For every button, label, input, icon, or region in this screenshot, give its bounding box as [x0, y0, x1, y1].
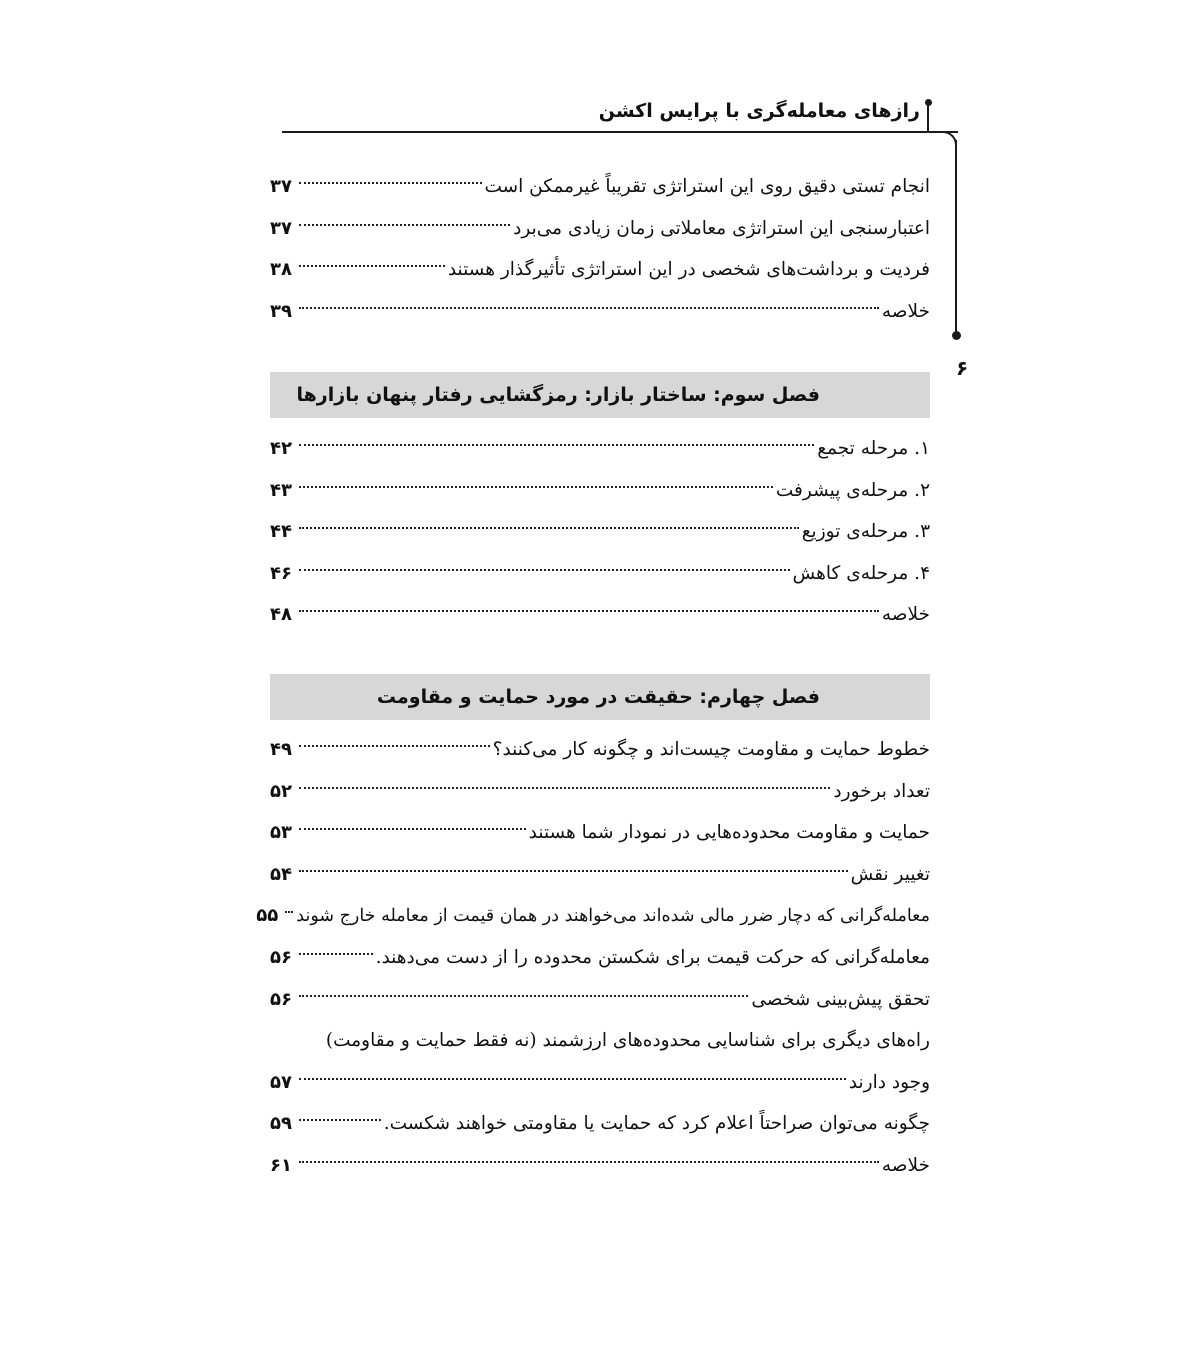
toc-entry-title: خلاصه [881, 300, 930, 322]
toc-chapter-4 [256, 729, 930, 1187]
toc-entry-title: فردیت و برداشت‌های شخصی در این استراتژی تأثیرگذار هستند [447, 259, 930, 281]
toc-entry-title: ۲. مرحله‌ی پیشرفت [775, 479, 930, 501]
toc-entry[interactable] [270, 1145, 930, 1187]
dot-leader [299, 1161, 879, 1163]
dot-leader [299, 182, 482, 184]
dot-leader [299, 307, 879, 309]
toc-entry-title: وجود دارند [848, 1071, 930, 1093]
dot-leader [299, 569, 790, 571]
toc-entry-page: ۳۹ [270, 300, 292, 322]
toc-entry-title: معامله‌گرانی که حرکت قیمت برای شکستن محدوده را از دست می‌دهند. [375, 946, 930, 968]
toc-entry-page: ۳۷ [270, 176, 292, 197]
dot-leader [299, 953, 373, 955]
dot-leader [299, 1119, 381, 1121]
dot-leader [299, 787, 830, 789]
toc-entry-title: انجام تستی دقیق روی این استراتژی تقریباً غیرممکن است [484, 176, 930, 197]
toc-entry-title: خلاصه [881, 604, 930, 626]
toc-entry-title: ۱. مرحله تجمع [817, 438, 930, 459]
toc-entry-title: راه‌های دیگری برای شناسایی محدوده‌های ارزشمند (نه فقط حمایت و مقاومت) [325, 1030, 930, 1052]
toc-section-top [270, 166, 930, 332]
toc-entry[interactable] [270, 511, 930, 553]
dot-leader [299, 1078, 846, 1080]
toc-entry-title: اعتبارسنجی این استراتژی معاملاتی زمان زیادی می‌برد [513, 217, 930, 239]
toc-entry-page: ۴۸ [270, 604, 292, 626]
toc-entry-page: ۴۹ [270, 739, 292, 760]
toc-entry[interactable] [270, 208, 930, 250]
toc-chapter-3 [270, 428, 930, 636]
margin-dot [952, 331, 961, 340]
toc-entry-page: ۴۴ [270, 521, 292, 543]
toc-entry-title: خطوط حمایت و مقاومت چیست‌اند و چگونه کار می‌کنند؟ [492, 739, 930, 760]
chapter-3-heading: فصل سوم: ساختار بازار: رمزگشایی رفتار پنهان بازارها [270, 372, 930, 418]
toc-entry-page: ۵۶ [270, 988, 292, 1010]
toc-entry[interactable] [270, 470, 930, 512]
dot-leader [299, 610, 879, 612]
header-ornament-stem [927, 104, 929, 132]
page-number: ۶ [956, 356, 969, 380]
toc-entry-page: ۵۷ [270, 1071, 292, 1093]
margin-line [955, 140, 957, 332]
toc-entry[interactable] [256, 895, 930, 937]
toc-entry-page: ۴۶ [270, 562, 292, 584]
toc-entry[interactable] [270, 291, 930, 333]
dot-leader [299, 828, 526, 830]
toc-entry[interactable] [270, 249, 930, 291]
toc-entry-title: تعداد برخورد [833, 780, 930, 802]
toc-entry-page: ۵۲ [270, 780, 292, 802]
toc-entry[interactable] [270, 1062, 930, 1104]
toc-entry-page: ۳۷ [270, 217, 292, 239]
toc-entry-page: ۵۳ [270, 822, 292, 844]
toc-entry-title: چگونه می‌توان صراحتاً اعلام کرد که حمایت یا مقاومتی خواهند شکست. [383, 1113, 930, 1135]
toc-entry-page: ۵۶ [270, 946, 292, 968]
dot-leader [299, 486, 773, 488]
header-rule [282, 131, 958, 133]
running-header [270, 98, 932, 132]
toc-entry[interactable] [270, 1103, 930, 1145]
toc-entry[interactable] [270, 729, 930, 771]
toc-entry[interactable] [270, 812, 930, 854]
toc-entry-page: ۴۳ [270, 479, 292, 501]
toc-entry[interactable] [270, 553, 930, 595]
dot-leader [299, 265, 445, 267]
toc-entry[interactable] [270, 937, 930, 979]
toc-entry[interactable] [270, 771, 930, 813]
running-title: رازهای معامله‌گری با پرایس اکشن [598, 100, 920, 122]
dot-leader [299, 444, 814, 446]
toc-entry[interactable] [270, 979, 930, 1021]
toc-entry[interactable] [270, 428, 930, 470]
dot-leader [299, 870, 848, 872]
toc-entry[interactable] [270, 166, 930, 208]
toc-entry-title: خلاصه [881, 1154, 930, 1176]
toc-entry-title: ۴. مرحله‌ی کاهش [792, 562, 930, 584]
toc-entry-page: ۶۱ [270, 1154, 292, 1176]
toc-entry-title: معامله‌گرانی که دچار ضرر مالی شده‌اند می‌خواهند در همان قیمت از معامله خارج شوند [296, 906, 930, 927]
toc-entry-page: ۵۵ [256, 905, 279, 927]
dot-leader [299, 995, 748, 997]
chapter-4-heading: فصل چهارم: حقیقت در مورد حمایت و مقاومت [270, 674, 930, 720]
toc-entry-page: ۵۴ [270, 863, 292, 885]
toc-entry-page: ۴۲ [270, 438, 292, 459]
toc-entry-title: تغییر نقش [850, 863, 930, 885]
toc-entry[interactable] [270, 594, 930, 636]
dot-leader [285, 911, 293, 913]
toc-entry-title: تحقق پیش‌بینی شخصی [751, 988, 930, 1010]
toc-entry-continued[interactable] [270, 1020, 930, 1062]
toc-entry-page: ۵۹ [270, 1113, 292, 1135]
toc-entry[interactable] [270, 854, 930, 896]
toc-entry-page: ۳۸ [270, 259, 292, 281]
toc-entry-title: ۳. مرحله‌ی توزیع [801, 521, 930, 543]
dot-leader [299, 745, 490, 747]
dot-leader [299, 224, 510, 226]
toc-entry-title: حمایت و مقاومت محدوده‌هایی در نمودار شما هستند [528, 822, 930, 844]
dot-leader [299, 527, 799, 529]
